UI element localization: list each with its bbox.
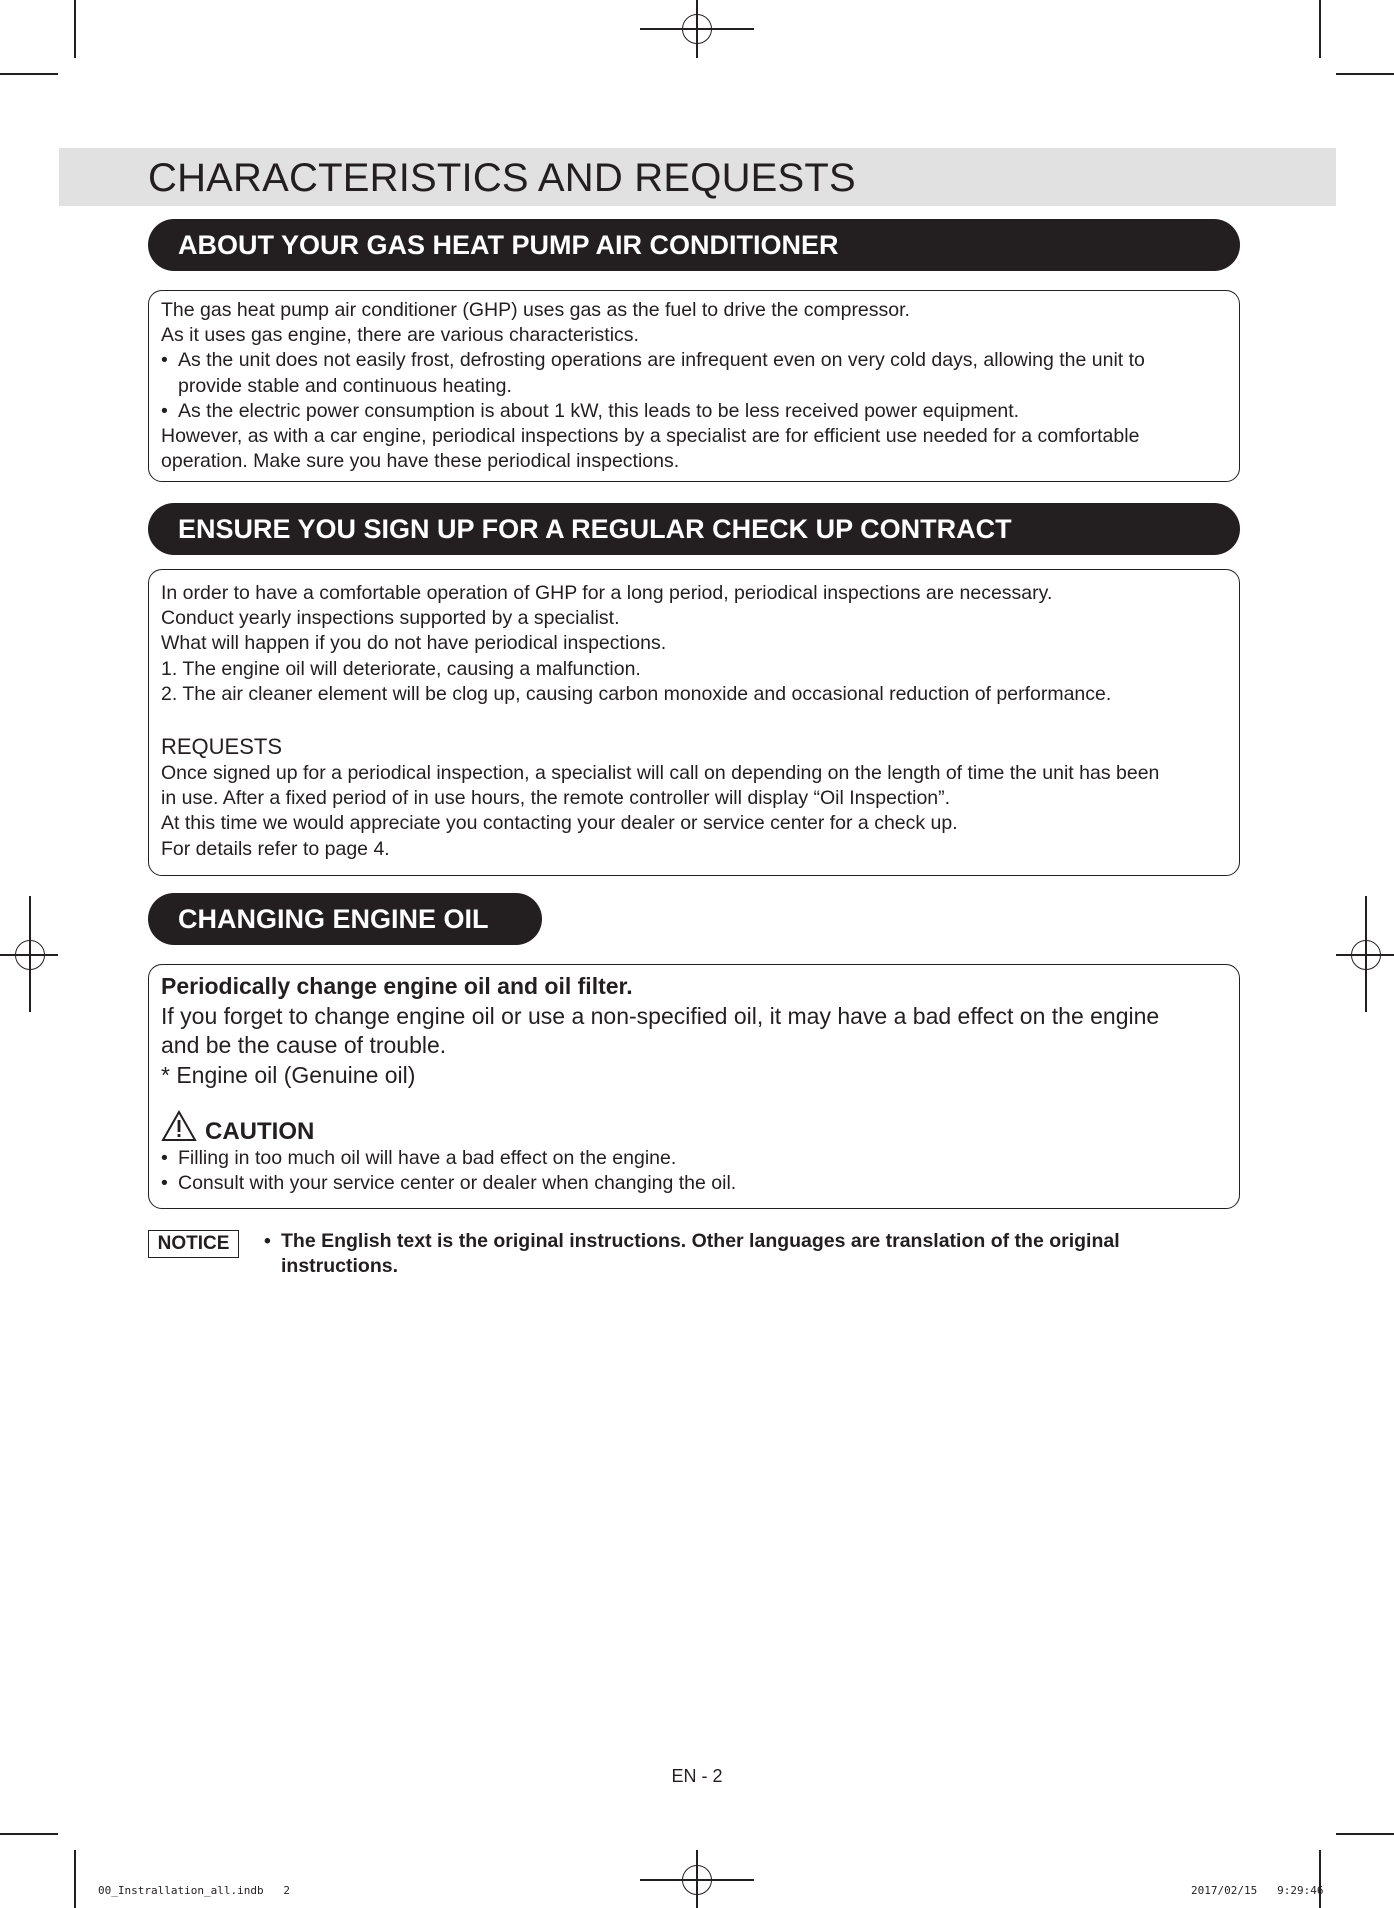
requests-title: REQUESTS [161,734,283,760]
contract-item-2: 2. The air cleaner element will be clog up, causing carbon monoxide and occasional reduction of performance. [161,682,1112,705]
section-heading-about: ABOUT YOUR GAS HEAT PUMP AIR CONDITIONER [148,219,1240,271]
about-box [148,290,1240,482]
about-line-2: As it uses gas engine, there are various characteristics. [161,324,639,347]
requests-line-2: in use. After a fixed period of in use hours, the remote controller will display “Oil Inspection”. [161,787,951,810]
oil-bold-line: Periodically change engine oil and oil filter. [161,973,633,999]
notice-label: NOTICE [148,1230,239,1258]
contract-line-1: In order to have a comfortable operation of GHP for a long period, periodical inspections are necessary. [161,582,1053,604]
section-heading-oil: CHANGING ENGINE OIL [148,893,542,945]
oil-line-1: If you forget to change engine oil or use a non-specified oil, it may have a bad effect on the engine [161,1002,1160,1029]
requests-line-4: For details refer to page 4. [161,837,390,860]
requests-line-3: At this time we would appreciate you contacting your dealer or service center for a check up. [161,812,958,835]
oil-box [148,964,1240,1209]
caution-bullet-1: • Filling in too much oil will have a bad effect on the engine. [161,1146,1239,1171]
oil-line-3: * Engine oil (Genuine oil) [161,1061,416,1088]
footer-filename: 00_Instrallation_all.indb 2 [98,1884,291,1897]
notice-text-line-1: • The English text is the original instructions. Other languages are translation of the original [264,1229,1120,1254]
page-number: EN - 2 [671,1766,723,1786]
about-bullet-2: • As the electric power consumption is about 1 kW, this leads to be less received power equipment. [161,399,1239,424]
contract-line-2: Conduct yearly inspections supported by a specialist. [161,607,620,630]
warning-icon [161,1110,197,1142]
caution-bullet-2: • Consult with your service center or dealer when changing the oil. [161,1171,1239,1196]
page-title: CHARACTERISTICS AND REQUESTS [148,156,856,200]
contract-line-3: What will happen if you do not have periodical inspections. [161,632,667,655]
about-bullet-1-cont: provide stable and continuous heating. [178,374,512,397]
contract-item-1: 1. The engine oil will deteriorate, causing a malfunction. [161,657,641,680]
about-line-1: The gas heat pump air conditioner (GHP) uses gas as the fuel to drive the compressor. [161,299,910,321]
contract-box [148,569,1240,876]
oil-line-2: and be the cause of trouble. [161,1032,447,1058]
about-bullet-1: • As the unit does not easily frost, defrosting operations are infrequent even on very cold days, allowing the unit to [161,348,1239,373]
requests-line-1: Once signed up for a periodical inspection, a specialist will call on depending on the length of time the unit has been [161,762,1160,785]
about-line-4: operation. Make sure you have these periodical inspections. [161,450,680,473]
notice-text-line-2: instructions. [281,1255,399,1278]
caution-title: CAUTION [205,1118,315,1145]
footer-timestamp: 2017/02/15 9:29:46 [1191,1884,1324,1897]
notice-text [264,1229,1120,1279]
section-heading-contract: ENSURE YOU SIGN UP FOR A REGULAR CHECK UP CONTRACT [148,503,1240,555]
caution-heading [161,1110,1239,1146]
about-line-3: However, as with a car engine, periodical inspections by a specialist are for efficient use needed for a comfortable [161,425,1140,448]
